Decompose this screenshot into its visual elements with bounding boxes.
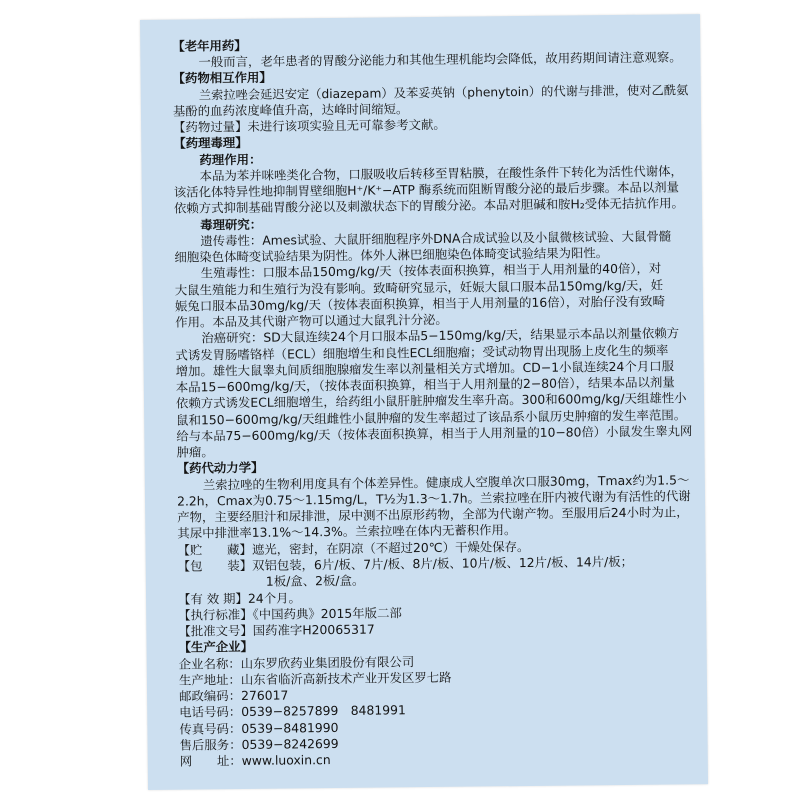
text-line: 给与本品75−600mg/kg/天（按体表面积换算，相当于人用剂量的10−80倍）小鼠发生睾丸网 — [176, 424, 693, 444]
subheading-toxicology: 毒理研究： — [200, 216, 263, 233]
website: 网 址：www.luoxin.cn — [179, 752, 331, 769]
text-line: 依赖方式诱发ECL细胞增生，给药组小鼠肝脏肿瘤发生率升高。300和600mg/kg/天组雄性小 — [175, 390, 687, 412]
phone-number: 电话号码：0539−8257899 8481991 — [179, 702, 406, 720]
text-line: 生殖毒性：口服本品150mg/kg/天（按体表面积换算，相当于人用剂量的40倍），对 — [200, 260, 662, 281]
section-standard: 【执行标准】《中国药典》2015年版二部 — [178, 605, 402, 623]
section-heading-elderly-use: 【老年用药】 — [172, 37, 247, 54]
text-line: 作用。本品及其代谢产物可以通过大鼠乳汁分泌。 — [175, 311, 448, 330]
text-line: 该活化体特异性地抑制胃壁细胞H⁺/K⁺−ATP 酶系统而阻断胃酸分泌的最后步骤。本品以剂量 — [173, 179, 680, 200]
postal-code: 邮政编码：276017 — [179, 687, 289, 704]
company-name: 企业名称：山东罗欣药业集团股份有限公司 — [178, 653, 415, 672]
text-line: 大鼠生殖能力和生殖行为没有影响。致畸研究显示，妊娠大鼠口服本品150mg/kg/天，妊 — [174, 277, 664, 298]
text-line: 娠兔口服本品30mg/kg/天（按体表面积换算，相当于人用剂量的16倍），对胎仔没有致畸 — [174, 293, 666, 314]
text-line: 增加。雄性大鼠睾丸间质细胞腺瘤发生率以剂量相关方式增加。CD−1小鼠连续24个月口服 — [175, 358, 675, 379]
after-sales-service: 售后服务：0539−8242699 — [179, 735, 339, 753]
text-line: 治癌研究：SD大鼠连续24个月口服本品5−150mg/kg/天，结果显示本品以剂量依赖方 — [201, 325, 680, 346]
text-line: 本品为苯并咪唑类化合物，口服吸收后转移至胃粘膜，在酸性条件下转化为活性代谢体， — [199, 163, 683, 184]
text-line: 鼠和150−600mg/kg/天组雌性小鼠肿瘤的发生率超过了该品系小鼠历史肿瘤的发生率范围。 — [176, 406, 687, 428]
text-line: 2.2h，Cmax为0.75～1.15mg/L，T½为1.3～1.7h。兰索拉唑在肝内被代谢为有活性的代谢 — [176, 488, 691, 509]
text-line: 其尿中排泄率13.1%～14.3%。兰索拉唑在体内无蓄积作用。 — [177, 522, 517, 542]
subheading-pharmacology: 药理作用： — [199, 151, 262, 167]
section-heading-drug-interactions: 【药物相互作用】 — [172, 69, 272, 86]
section-overdose: 【药物过量】未进行该项实验且无可靠参考文献。 — [173, 116, 446, 135]
text-line: 细胞染色体畸变试验结果为阴性。体外人淋巴细胞染色体畸变试验结果为阳性。 — [174, 245, 609, 265]
section-packaging: 【包 装】双铝包装，6片/板、7片/板、8片/板、10片/板、12片/板、14片/板； — [177, 553, 634, 574]
section-heading-manufacturer: 【生产企业】 — [178, 639, 253, 655]
section-heading-pharmacokinetics: 【药代动力学】 — [176, 460, 264, 477]
text-line: 基酚的血药浓度峰值升高，达峰时间缩短。 — [172, 101, 409, 119]
fax-number: 传真号码：0539−8481990 — [179, 719, 339, 737]
section-approval-number: 【批准文号】国药准字H20065317 — [178, 621, 375, 639]
text-line: 式诱发胃肠嗜铬样（ECL）细胞增生和良性ECL细胞瘤；受试动物胃出现肠上皮化生的频率 — [175, 342, 669, 363]
text-line: 依赖方式抑制基础胃酸分泌以及刺激状态下的胃酸分泌。本品对胆碱和胺H₂受体无拮抗作用。 — [173, 195, 684, 217]
section-storage: 【贮 藏】遮光，密封，在阴凉（不超过20℃）干燥处保存。 — [177, 538, 530, 558]
text-line: 肿瘤。 — [176, 444, 214, 460]
text-line: 兰索拉唑会延迟安定（diazepam）及苯妥英钠（phenytoin）的代谢与排泄，使对乙酰氨 — [198, 82, 689, 102]
text-line: 遗传毒性：Ames试验、大鼠肝细胞程序外DNA合成试验以及小鼠微核试验、大鼠骨髓 — [200, 228, 672, 249]
text-line: 1板/盒、2板/盒。 — [265, 572, 365, 589]
text-line: 产物，主要经胆汁和尿排泄，尿中测不出原形药物，全部为代谢产物。至服用后24小时为止， — [177, 504, 689, 525]
section-shelf-life: 【有 效 期】24个月。 — [177, 589, 301, 607]
text-line: 兰索拉唑的生物利用度具有个体差异性。健康成人空腹单次口服30mg，Tmax约为1.5～ — [202, 471, 690, 493]
leaflet-sheet — [140, 14, 708, 790]
section-heading-pharmacology-toxicology: 【药理毒理】 — [173, 135, 248, 152]
text-line: 一般而言，老年患者的胃酸分泌能力和其他生理机能均会降低，故用药期间请注意观察。 — [198, 49, 682, 70]
company-address: 生产地址：山东省临沂高新技术产业开发区罗七路 — [178, 669, 452, 688]
text-line: 本品15−600mg/kg/天，（按体表面积换算，相当于人用剂量的2−80倍），结果本品以剂量 — [175, 374, 675, 395]
